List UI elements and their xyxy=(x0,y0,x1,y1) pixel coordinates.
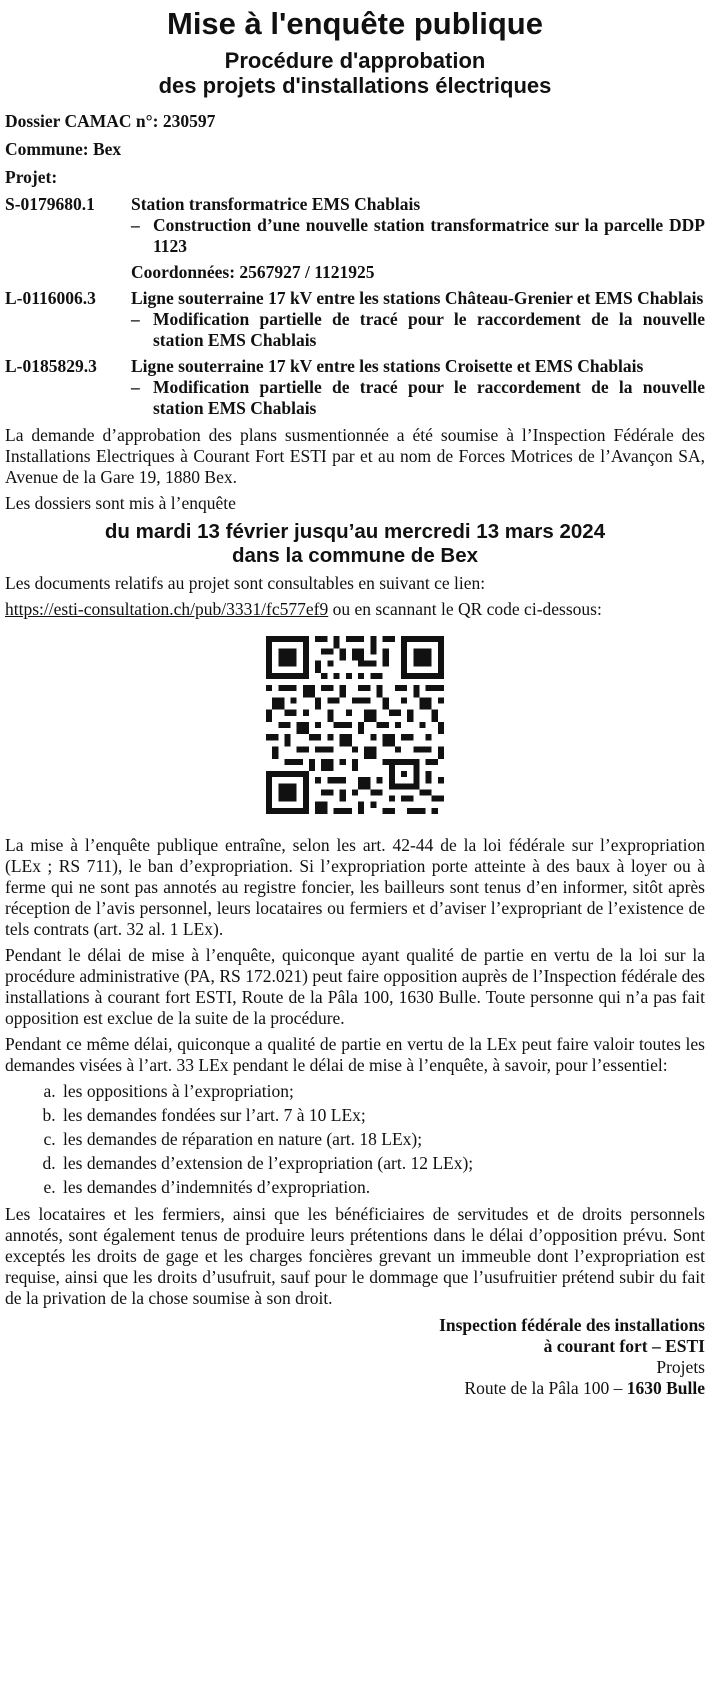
qr-code[interactable] xyxy=(266,636,444,814)
project-detail-text: Modification partielle de tracé pour le raccordement de la nouvelle station EMS Chablais xyxy=(153,309,705,350)
consultation-link[interactable]: https://esti-consultation.ch/pub/3331/fc577ef9 xyxy=(5,599,329,619)
commune: Commune: Bex xyxy=(5,139,122,159)
dossier-meta xyxy=(5,107,705,191)
notice-title: Mise à l'enquête publique xyxy=(167,6,543,41)
dash: – xyxy=(131,309,140,329)
paragraph-locataires: Les locataires et les fermiers, ainsi que les bénéficiaires de servitudes et de droits personnels annotés, sont également tenus de produire leurs prétentions dans le délai d’opposition prévu. Sont exceptés les droits de gage et les charges foncières grevant un immeuble dont l’expropriation est requise, ainsi que les droits d’usufruit, sauf pour le dommage que l’usufruitier prétend subir du fait de la privation de la chose soumise à son droit. xyxy=(5,1204,705,1308)
enquete-dates xyxy=(5,520,705,568)
paragraph-expropriation: La mise à l’enquête publique entraîne, selon les art. 42-44 de la loi fédérale sur l’expropriation (LEx ; RS 711), le ban d’expropriation. Si l’expropriation porte atteinte à des baux à loyer ou à ferme qui ne sont pas annotés au registre foncier, les bailleurs sont tenus d’en informer, sitôt après réception de l’avis personnel, leurs locataires ou fermiers et d’aviser l’expropriant de l’existence de tels contrats (art. 32 al. 1 LEx). xyxy=(5,835,705,939)
notice-subtitle xyxy=(5,48,705,98)
link-suffix: ou en scannant le QR code ci-dessous: xyxy=(328,599,602,619)
project-item xyxy=(5,194,705,283)
dossier-number: Dossier CAMAC n°: 230597 xyxy=(5,111,216,131)
projet-label: Projet: xyxy=(5,167,58,187)
signature-address xyxy=(5,1378,705,1399)
project-detail-text: Modification partielle de tracé pour le raccordement de la nouvelle station EMS Chablais xyxy=(153,377,705,418)
project-title: Ligne souterraine 17 kV entre les stations Croisette et EMS Chablais xyxy=(131,356,644,376)
project-detail-text: Construction d’une nouvelle station transformatrice sur la parcelle DDP 1123 xyxy=(153,215,705,256)
subtitle-line-2: des projets d'installations électriques xyxy=(158,73,552,98)
project-code: S-0179680.1 xyxy=(5,194,95,214)
paragraph-demandes: Pendant ce même délai, quiconque a qualité de partie en vertu de la LEx peut faire valoir toutes les demandes visées à l’art. 33 LEx pendant le délai de mise à l’enquête, à savoir, pour l’essentiel: xyxy=(5,1034,705,1075)
list-item: d. les demandes d’extension de l’expropriation (art. 12 LEx); xyxy=(60,1151,705,1175)
signature-line-1: Inspection fédérale des installations xyxy=(439,1315,705,1335)
paragraph-dossiers: Les dossiers sont mis à l’enquête xyxy=(5,493,236,513)
paragraph-demande: La demande d’approbation des plans susmentionnée a été soumise à l’Inspection Fédérale des Installations Electriques à Courant Fort ESTI par et au nom de Forces Motrices de l’Avançon SA, Avenue de la Gare 19, 1880 Bex. xyxy=(5,425,705,487)
project-code: L-0116006.3 xyxy=(5,288,96,308)
project-detail xyxy=(131,377,705,419)
project-title: Station transformatrice EMS Chablais xyxy=(131,194,421,214)
project-title: Ligne souterraine 17 kV entre les stations Château-Grenier et EMS Chablais xyxy=(131,288,704,308)
dates-line-2: dans la commune de Bex xyxy=(231,544,479,567)
paragraph-documents: Les documents relatifs au projet sont consultables en suivant ce lien: xyxy=(5,573,486,593)
list-item: e. les demandes d’indemnités d’expropriation. xyxy=(60,1175,705,1199)
project-item xyxy=(5,356,705,419)
project-coordinates: Coordonnées: 2567927 / 1121925 xyxy=(131,262,375,282)
project-code: L-0185829.3 xyxy=(5,356,97,376)
project-item xyxy=(5,288,705,351)
subtitle-line-1: Procédure d'approbation xyxy=(224,48,486,73)
dates-line-1: du mardi 13 février jusqu’au mercredi 13 mars 2024 xyxy=(104,520,606,543)
demandes-list xyxy=(5,1079,705,1199)
project-detail xyxy=(131,309,705,351)
project-detail xyxy=(131,215,705,257)
list-item: c. les demandes de réparation en nature (art. 18 LEx); xyxy=(60,1127,705,1151)
notice-page xyxy=(5,0,705,1399)
address-street: Route de la Pâla 100 – xyxy=(464,1378,627,1398)
list-item: a. les oppositions à l’expropriation; xyxy=(60,1079,705,1103)
paragraph-link xyxy=(5,599,705,620)
list-item: b. les demandes fondées sur l’art. 7 à 10 LEx; xyxy=(60,1103,705,1127)
signature-line-2: à courant fort – ESTI xyxy=(543,1336,705,1356)
signature-line-3: Projets xyxy=(656,1357,705,1377)
signature-block xyxy=(5,1315,705,1399)
dash: – xyxy=(131,215,140,235)
dash: – xyxy=(131,377,140,397)
paragraph-opposition: Pendant le délai de mise à l’enquête, quiconque ayant qualité de partie en vertu de la loi sur la procédure administrative (PA, RS 172.021) peut faire opposition auprès de l’Inspection fédérale des installations à courant fort ESTI, Route de la Pâla 100, 1630 Bulle. Toute personne qui n’a pas fait opposition est exclue de la suite de la procédure. xyxy=(5,945,705,1028)
project-list xyxy=(5,194,705,419)
address-city: 1630 Bulle xyxy=(626,1378,705,1398)
